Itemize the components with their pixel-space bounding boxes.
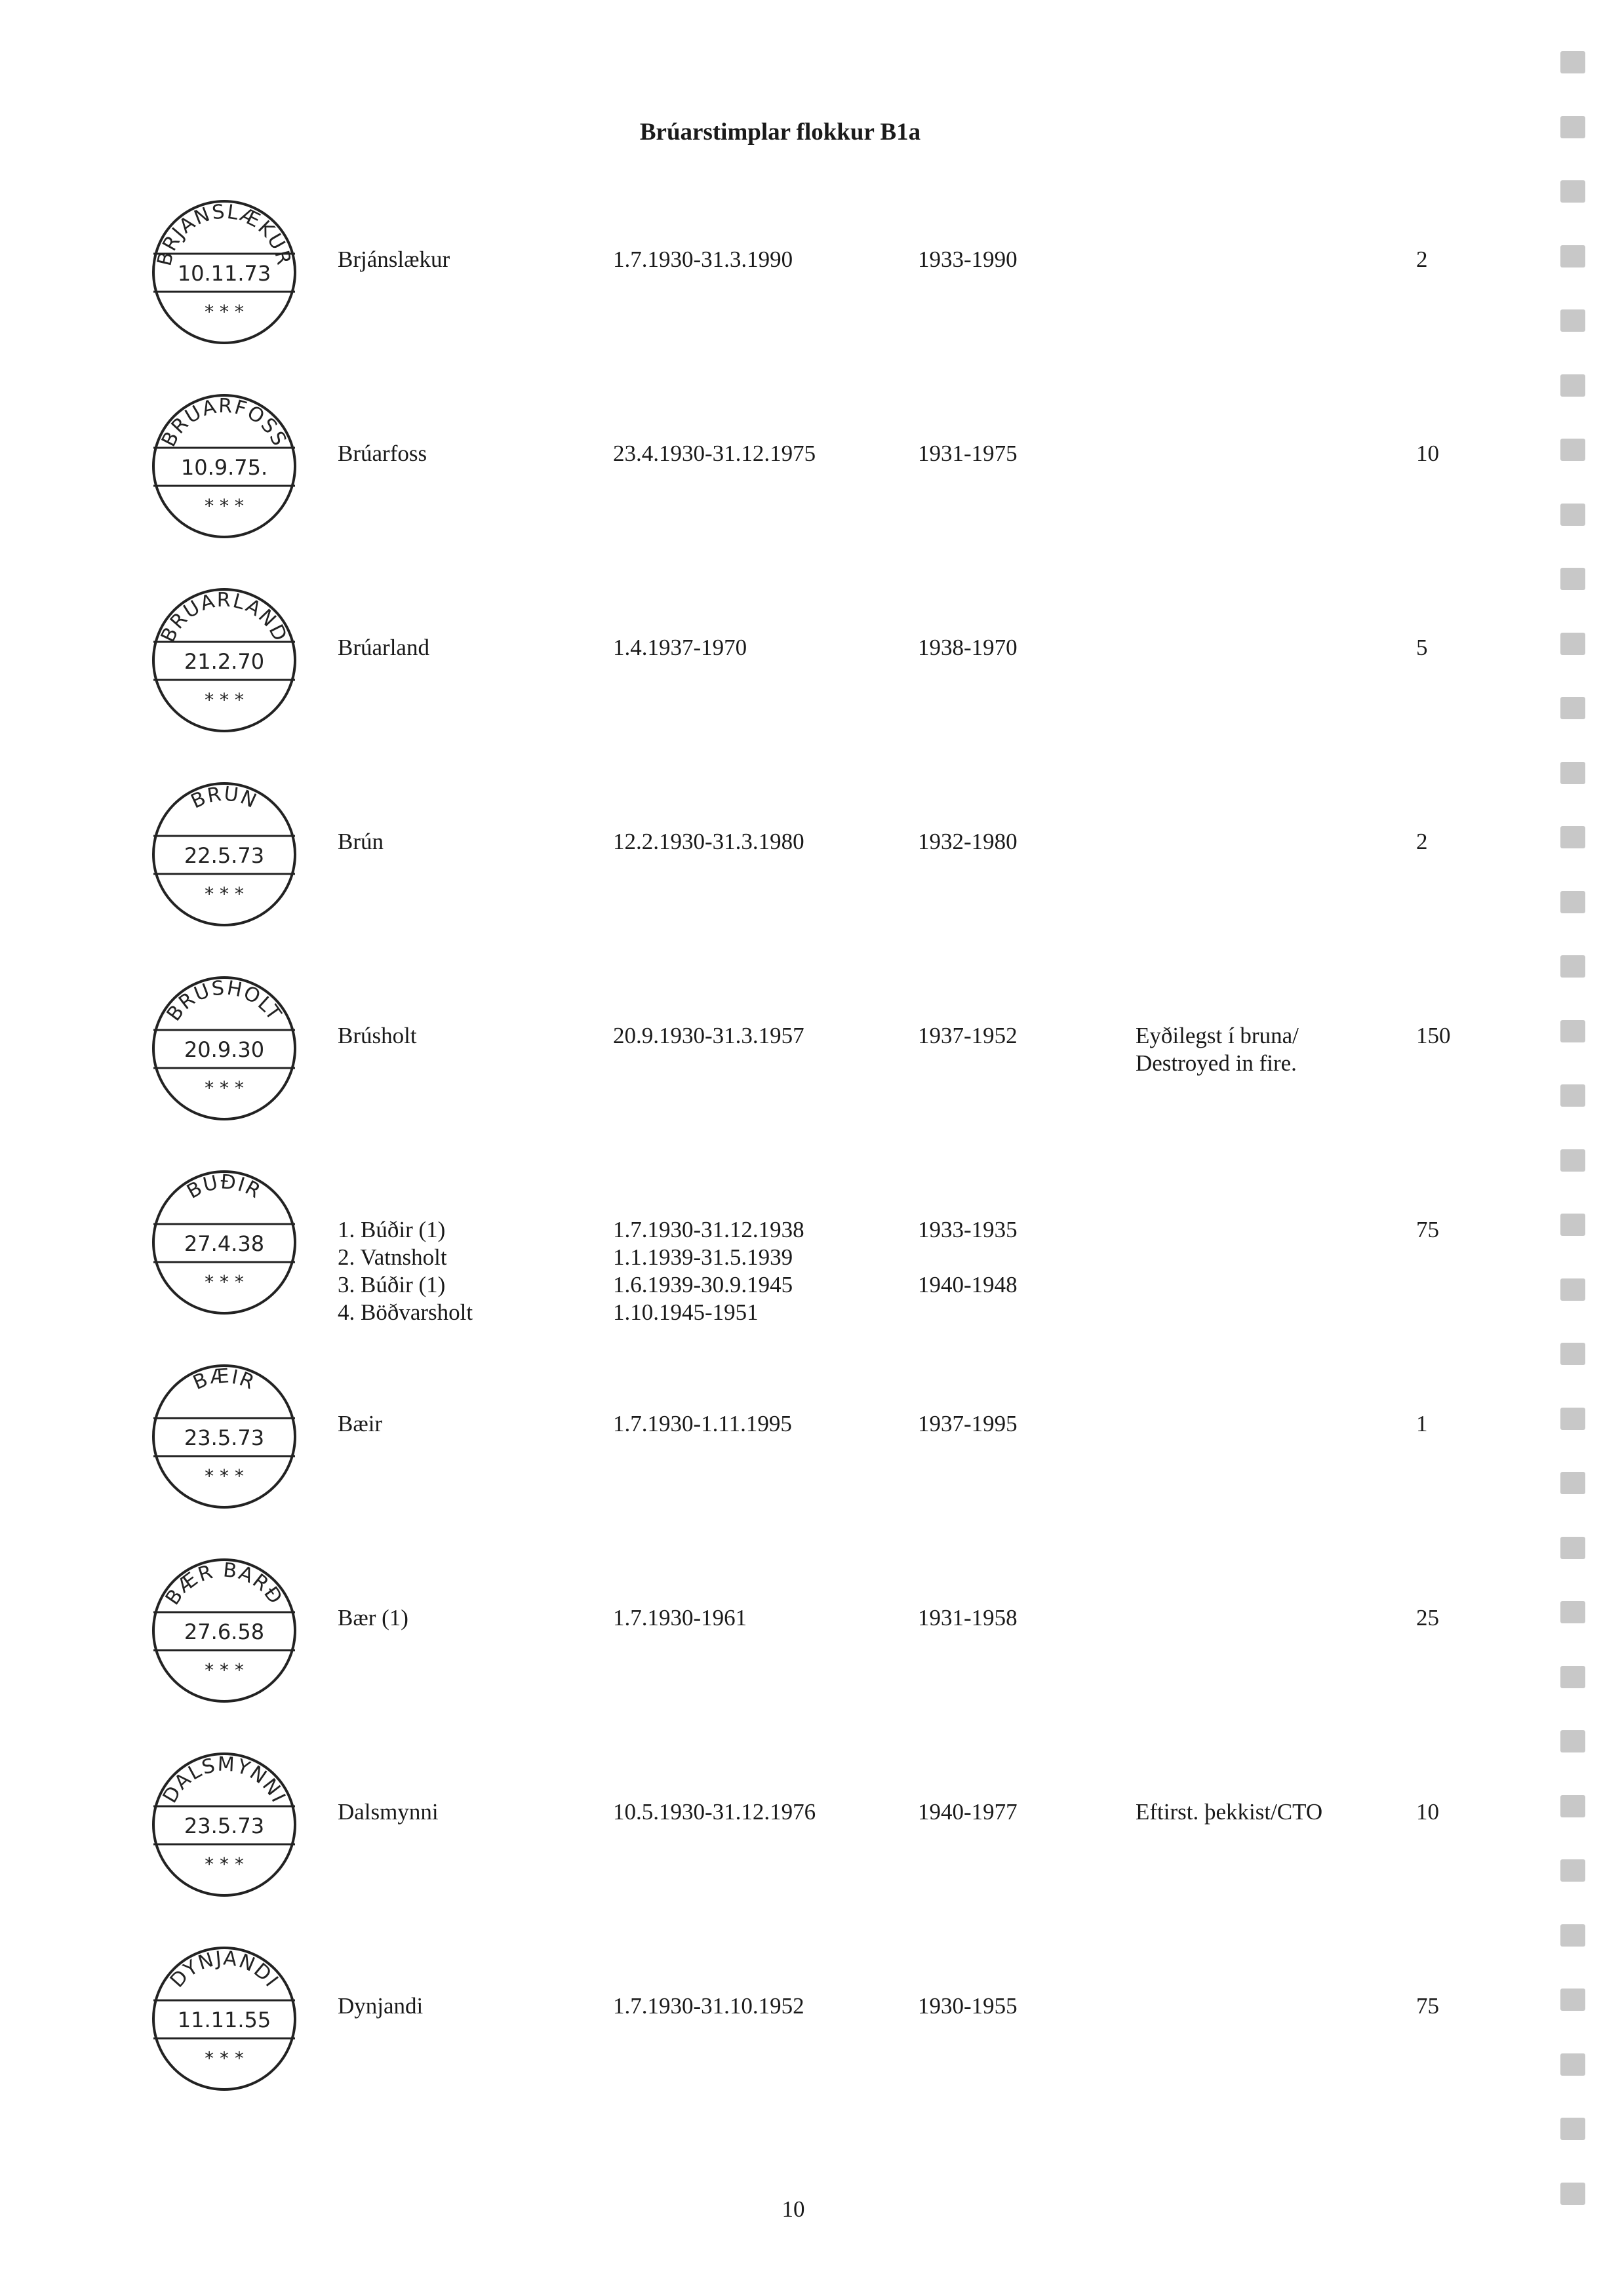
usage-years: 1937-1995 xyxy=(918,1411,1018,1436)
postmark-stamp xyxy=(146,1164,303,1321)
validity-period: 1.7.1930-31.3.1990 xyxy=(613,247,793,272)
stamp-date: 20.9.30 xyxy=(184,1037,265,1062)
table-row xyxy=(0,1358,1560,1541)
price: 75 xyxy=(1416,1993,1439,2019)
postmark-stamp xyxy=(146,193,303,351)
postmark-stamp xyxy=(146,1940,303,2097)
binder-tab xyxy=(1560,116,1585,138)
note: Eftirst. þekkist/CTO xyxy=(1136,1799,1323,1825)
binder-tab xyxy=(1560,1601,1585,1623)
price: 75 xyxy=(1416,1217,1439,1242)
validity-period: 10.5.1930-31.12.1976 xyxy=(613,1799,816,1825)
price: 10 xyxy=(1416,441,1439,466)
location-name: 1. Búðir (1) 2. Vatnsholt 3. Búðir (1) 4. Böðvarsholt xyxy=(338,1217,473,1325)
validity-period: 1.7.1930-1961 xyxy=(613,1605,747,1631)
binder-tab xyxy=(1560,1084,1585,1107)
price: 1 xyxy=(1416,1411,1428,1436)
stamp-date: 22.5.73 xyxy=(184,843,265,868)
stamp-date: 10.11.73 xyxy=(177,261,271,286)
svg-text:BRÚARLAND xyxy=(157,589,292,646)
usage-years: 1932-1980 xyxy=(918,829,1018,854)
note: Eyðilegst í bruna/ Destroyed in fire. xyxy=(1136,1023,1299,1076)
stamp-stars: * * * xyxy=(205,301,244,323)
binder-tab xyxy=(1560,1214,1585,1236)
binder-tab xyxy=(1560,568,1585,590)
binder-tab xyxy=(1560,1020,1585,1042)
stamp-date: 10.9.75. xyxy=(180,455,268,480)
stamp-stars: * * * xyxy=(205,1077,244,1099)
binder-tab xyxy=(1560,439,1585,461)
usage-years: 1933-1990 xyxy=(918,247,1018,272)
stamp-stars: * * * xyxy=(205,1853,244,1875)
stamp-stars: * * * xyxy=(205,689,244,711)
binder-tab xyxy=(1560,1472,1585,1494)
table-row xyxy=(0,193,1560,377)
binder-tab xyxy=(1560,955,1585,978)
usage-years: 1931-1958 xyxy=(918,1605,1018,1631)
postmark-stamp xyxy=(146,387,303,545)
svg-text:BRÚARFOSS xyxy=(157,395,291,450)
stamp-name: BRÚARLAND xyxy=(156,589,292,646)
stamp-name: BÆR BARÐ xyxy=(161,1558,288,1610)
location-name: Brúarland xyxy=(338,635,429,660)
stamp-stars: * * * xyxy=(205,1465,244,1487)
page-number: 10 xyxy=(782,2196,805,2222)
binder-tab xyxy=(1560,1278,1585,1301)
svg-text:DYNJANDI xyxy=(166,1947,283,1992)
stamp-date: 11.11.55 xyxy=(177,2008,271,2032)
binder-tab xyxy=(1560,1343,1585,1365)
usage-years: 1933-1935 1940-1948 xyxy=(918,1217,1018,1297)
price: 2 xyxy=(1416,829,1428,854)
stamp-name: DALSMYNNI xyxy=(158,1752,290,1808)
stamp-stars: * * * xyxy=(205,1659,244,1681)
stamp-date: 27.4.38 xyxy=(184,1231,265,1256)
stamp-name: DYNJANDI xyxy=(165,1947,284,1992)
svg-text:BRJÁNSLÆKUR xyxy=(153,201,295,268)
binder-tab xyxy=(1560,1924,1585,1947)
table-row xyxy=(0,970,1560,1153)
binder-tab xyxy=(1560,374,1585,397)
location-name: Dynjandi xyxy=(338,1993,424,2019)
price: 5 xyxy=(1416,635,1428,660)
stamp-date: 27.6.58 xyxy=(184,1619,265,1644)
postmark-stamp xyxy=(146,970,303,1127)
stamp-name: BRÚN xyxy=(187,782,261,814)
binder-tab xyxy=(1560,2118,1585,2140)
svg-text:BRÚN xyxy=(188,781,261,813)
validity-period: 23.4.1930-31.12.1975 xyxy=(613,441,816,466)
svg-text:DALSMYNNI xyxy=(159,1753,290,1808)
binder-tab xyxy=(1560,245,1585,267)
binder-tab xyxy=(1560,180,1585,203)
table-row xyxy=(0,776,1560,959)
binder-tab xyxy=(1560,2053,1585,2076)
table-row xyxy=(0,1746,1560,1930)
table-row xyxy=(0,1552,1560,1735)
stamp-stars: * * * xyxy=(205,1271,244,1293)
stamp-name: BÚÐIR xyxy=(183,1170,266,1204)
binder-tab xyxy=(1560,1989,1585,2011)
validity-period: 20.9.1930-31.3.1957 xyxy=(613,1023,804,1048)
usage-years: 1931-1975 xyxy=(918,441,1018,466)
table-row xyxy=(0,387,1560,571)
binder-tab xyxy=(1560,1859,1585,1882)
stamp-date: 23.5.73 xyxy=(184,1425,265,1450)
table-row xyxy=(0,582,1560,765)
location-name: Bær (1) xyxy=(338,1605,408,1631)
price: 150 xyxy=(1416,1023,1451,1048)
location-name: Brúarfoss xyxy=(338,441,427,466)
stamp-date: 21.2.70 xyxy=(184,649,265,674)
stamp-date: 23.5.73 xyxy=(184,1813,265,1838)
binder-tab xyxy=(1560,1149,1585,1172)
svg-text:BÚÐIR xyxy=(183,1170,265,1204)
binder-tab xyxy=(1560,51,1585,73)
location-name: Bæir xyxy=(338,1411,383,1436)
svg-text:BÆR BARÐ xyxy=(161,1558,288,1609)
table-row xyxy=(0,1940,1560,2124)
postmark-stamp xyxy=(146,1552,303,1709)
binder-tab xyxy=(1560,1537,1585,1559)
validity-period: 1.7.1930-31.10.1952 xyxy=(613,1993,804,2019)
stamp-stars: * * * xyxy=(205,883,244,905)
usage-years: 1937-1952 xyxy=(918,1023,1018,1048)
stamp-name: BRÚSHOLT xyxy=(162,976,287,1026)
price: 2 xyxy=(1416,247,1428,272)
binder-tab xyxy=(1560,309,1585,332)
stamp-name: BRÚARFOSS xyxy=(157,394,292,451)
usage-years: 1938-1970 xyxy=(918,635,1018,660)
postmark-stamp xyxy=(146,1358,303,1515)
binder-tab xyxy=(1560,504,1585,526)
validity-period: 1.7.1930-1.11.1995 xyxy=(613,1411,792,1436)
validity-period: 1.7.1930-31.12.1938 1.1.1939-31.5.1939 1.6.1939-30.9.1945 1.10.1945-1951 xyxy=(613,1217,804,1325)
page-title: Brúarstimplar flokkur B1a xyxy=(639,119,921,146)
location-name: Dalsmynni xyxy=(338,1799,439,1825)
stamp-stars: * * * xyxy=(205,495,244,517)
binder-tab xyxy=(1560,1730,1585,1752)
stamp-name: BÆIR xyxy=(189,1364,259,1395)
postmark-stamp xyxy=(146,776,303,933)
location-name: Brjánslækur xyxy=(338,247,450,272)
price: 10 xyxy=(1416,1799,1439,1825)
validity-period: 12.2.1930-31.3.1980 xyxy=(613,829,804,854)
binder-tab xyxy=(1560,1408,1585,1430)
binder-tab xyxy=(1560,826,1585,848)
binder-tab xyxy=(1560,1795,1585,1817)
table-row xyxy=(0,1164,1560,1347)
stamp-name: BRJÁNSLÆKUR xyxy=(153,200,296,268)
binder-tab xyxy=(1560,762,1585,784)
binder-tab xyxy=(1560,1666,1585,1688)
svg-text:BRÚSHOLT xyxy=(163,977,287,1026)
binder-tab xyxy=(1560,633,1585,655)
binder-tab xyxy=(1560,891,1585,913)
binder-tab xyxy=(1560,697,1585,719)
location-name: Brúsholt xyxy=(338,1023,417,1048)
validity-period: 1.4.1937-1970 xyxy=(613,635,747,660)
price: 25 xyxy=(1416,1605,1439,1631)
location-name: Brún xyxy=(338,829,384,854)
postmark-stamp xyxy=(146,582,303,739)
usage-years: 1940-1977 xyxy=(918,1799,1018,1825)
usage-years: 1930-1955 xyxy=(918,1993,1018,2019)
stamp-stars: * * * xyxy=(205,2048,244,2069)
postmark-stamp xyxy=(146,1746,303,1903)
